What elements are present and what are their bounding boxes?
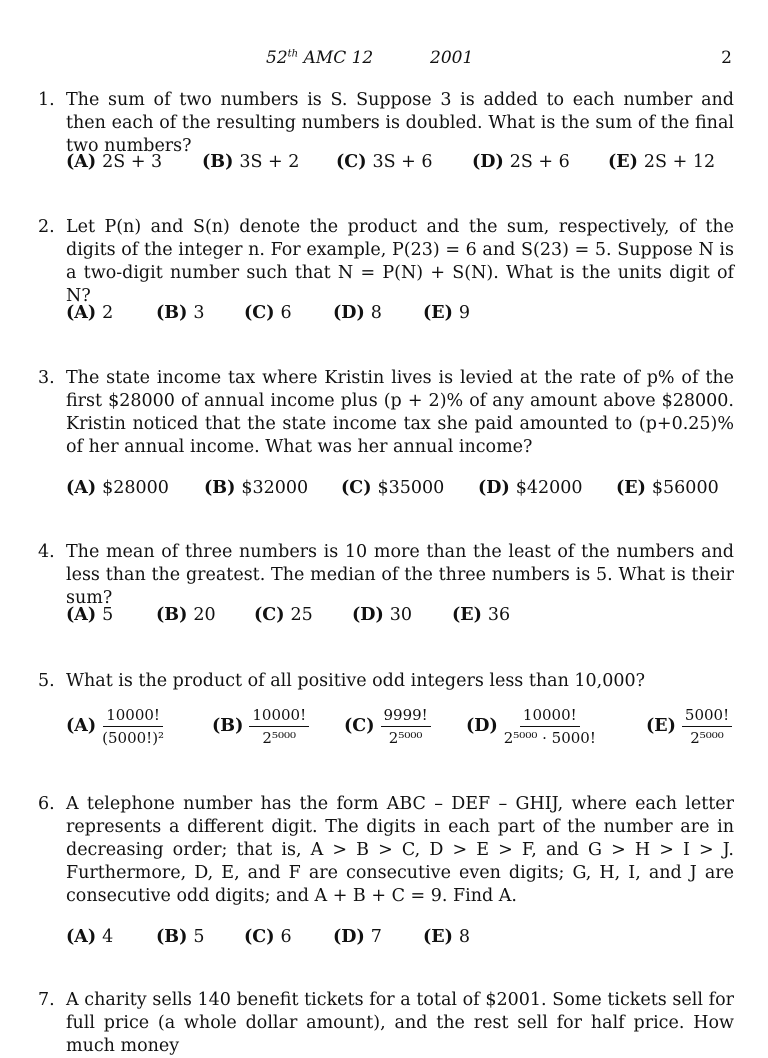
choice-e: (E) $\frac{5000!}{\text{2⁵⁰⁰⁰}}$ [646,706,732,747]
fraction: $\frac{10000!}{\text{(5000!)²}}$ [102,706,165,747]
problem-4 [38,541,734,610]
choice-c: (C) 25 [254,605,313,625]
fraction: $\frac{10000!}{\text{2⁵⁰⁰⁰ · 5000!}}$ [503,706,596,747]
choice-b: (B) $32000 [204,478,309,498]
problem-text: A charity sells 140 benefit tickets for a total of $2001. Some tickets sell for full price (a whole dollar amount), and the rest sell for half price. How much money [66,990,734,1056]
choice-a: (A) 2 [66,303,114,323]
fraction: $\frac{5000!}{\text{2⁵⁰⁰⁰}}$ [682,706,732,747]
choice-a: (A) $28000 [66,478,169,498]
choice-d: (D) $42000 [478,478,583,498]
choice-d: (D) 8 [333,303,382,323]
contest-title: 52th AMC 12 [266,48,374,68]
problem-number: 2. [38,217,55,237]
choice-b: (B) 20 [156,605,216,625]
choice-e: (E) 8 [423,927,471,947]
problem-text: A telephone number has the form ABC – DEF – GHIJ, where each letter represents a different digit. The digits in each part of the number are in decreasing order; that is, A > B > C, D > E > F, and G > H > I > J. Furthermore, D, E, and F are consecutive even digits; G, H, I, and J are consecutive odd digits; and A + B + C = 9. Find A. [66,794,734,906]
problem-text: The state income tax where Kristin lives is levied at the rate of p% of the first $28000 of annual income plus (p + 2)% of any amount above $28000. Kristin noticed that the state income tax she paid amounted to (p+0.25)% of her annual income. What was her annual income? [66,368,734,457]
problem-number: 6. [38,794,55,814]
choice-a: (A) 2S + 3 [66,152,163,172]
choice-d: (D) 2S + 6 [472,152,570,172]
choice-c: (C) $35000 [341,478,445,498]
problem-number: 7. [38,990,55,1010]
problem-number: 5. [38,671,55,691]
fraction: $\frac{9999!}{\text{2⁵⁰⁰⁰}}$ [381,706,431,747]
problem-6 [38,793,734,908]
page-header [0,48,768,72]
problem-2 [38,216,734,308]
problem-number: 4. [38,542,55,562]
problem-text: What is the product of all positive odd integers less than 10,000? [66,671,646,691]
page-number: 2 [721,48,732,68]
choice-b: (B) 3S + 2 [202,152,300,172]
problem-number: 3. [38,368,55,388]
problem-text: The sum of two numbers is S. Suppose 3 is added to each number and then each of the resulting numbers is doubled. What is the sum of the final two numbers? [66,90,734,156]
choice-e: (E) 2S + 12 [608,152,716,172]
problem-3 [38,367,734,459]
choice-c: (C) 6 [244,303,292,323]
choice-d: (D) 7 [333,927,382,947]
choice-b: (B) 3 [156,303,205,323]
problem-1 [38,89,734,158]
problem-5 [38,670,734,693]
choice-b: (B) $\frac{10000!}{\text{2⁵⁰⁰⁰}}$ [212,706,309,747]
choice-c: (C) $\frac{9999!}{\text{2⁵⁰⁰⁰}}$ [344,706,431,747]
choice-a: (A) 4 [66,927,114,947]
choice-e: (E) $56000 [616,478,719,498]
choice-a: (A) 5 [66,605,114,625]
fraction: $\frac{10000!}{\text{2⁵⁰⁰⁰}}$ [249,706,309,747]
choice-b: (B) 5 [156,927,205,947]
problem-text: The mean of three numbers is 10 more than the least of the numbers and less than the greatest. The median of the three numbers is 5. What is their sum? [66,542,734,608]
choice-e: (E) 36 [452,605,511,625]
problem-text: Let P(n) and S(n) denote the product and the sum, respectively, of the digits of the integer n. For example, P(23) = 6 and S(23) = 5. Suppose N is a two-digit number such that N = P(N) + S(N). What is the units digit of N? [66,217,734,306]
choice-e: (E) 9 [423,303,471,323]
choice-a: (A) $\frac{10000!}{\text{(5000!)²}}$ [66,706,165,747]
choice-c: (C) 6 [244,927,292,947]
choice-c: (C) 3S + 6 [336,152,433,172]
choice-d: (D) 30 [352,605,413,625]
contest-year: 2001 [430,48,474,68]
choice-d: (D) $\frac{10000!}{\text{2⁵⁰⁰⁰ · 5000!}}$ [466,706,596,747]
problem-number: 1. [38,90,55,110]
